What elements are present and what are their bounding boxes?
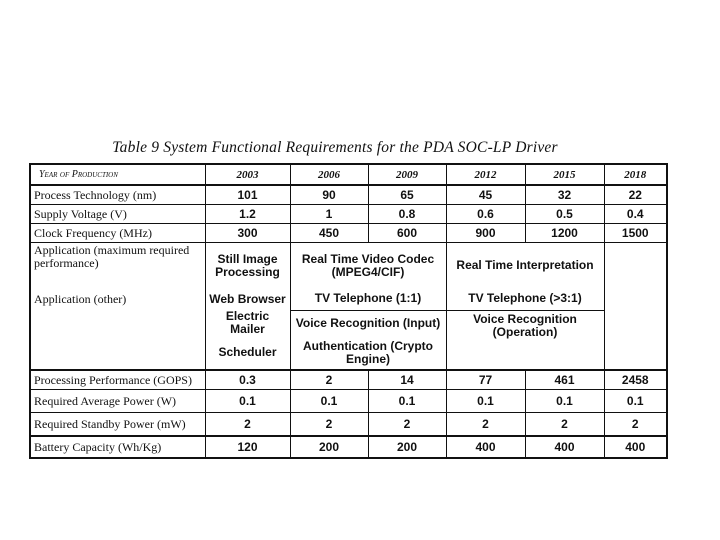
cell-value: 0.1: [290, 390, 368, 413]
year-2018: 2018: [604, 164, 667, 185]
cell-value: 400: [604, 436, 667, 458]
year-2015: 2015: [525, 164, 604, 185]
cell-value: 0.4: [604, 205, 667, 224]
cell-value: 0.6: [446, 205, 525, 224]
row-label-empty: [30, 336, 205, 370]
row-processing-performance: [30, 370, 667, 390]
cell-electric-mailer: Electric Mailer: [205, 310, 290, 336]
cell-value: 0.5: [525, 205, 604, 224]
row-label-empty: [30, 310, 205, 336]
row-process-technology: [30, 185, 667, 205]
cell-authentication: Authentication (Crypto Engine): [290, 336, 446, 370]
row-supply-voltage: [30, 205, 667, 224]
cell-value: 450: [290, 224, 368, 243]
cell-value: 45: [446, 185, 525, 205]
cell-value: 2: [604, 413, 667, 437]
row-application-max: [30, 243, 667, 289]
cell-value: 1: [290, 205, 368, 224]
row-label: Application (other): [30, 288, 205, 310]
cell-value: 2: [290, 370, 368, 390]
cell-value: 1.2: [205, 205, 290, 224]
cell-value: 200: [290, 436, 368, 458]
cell-value: 0.8: [368, 205, 446, 224]
cell-empty-2018: [604, 243, 667, 371]
cell-tv-telephone-3: TV Telephone (>3:1): [446, 288, 604, 310]
cell-voice-input: Voice Recognition (Input): [290, 310, 446, 336]
row-application-other-2: [30, 310, 667, 336]
requirements-table: [29, 163, 668, 459]
cell-value: 600: [368, 224, 446, 243]
row-battery-capacity: [30, 436, 667, 458]
year-2012: 2012: [446, 164, 525, 185]
cell-value: 14: [368, 370, 446, 390]
cell-value: 101: [205, 185, 290, 205]
cell-value: 2: [525, 413, 604, 437]
row-label: Required Average Power (W): [30, 390, 205, 413]
cell-value: 0.1: [205, 390, 290, 413]
cell-value: 300: [205, 224, 290, 243]
header-row: [30, 164, 667, 185]
table-caption: Table 9 System Functional Requirements for the PDA SOC-LP Driver: [112, 139, 558, 156]
row-label: Required Standby Power (mW): [30, 413, 205, 437]
cell-value: 22: [604, 185, 667, 205]
year-2006: 2006: [290, 164, 368, 185]
row-standby-power: [30, 413, 667, 437]
cell-value: 90: [290, 185, 368, 205]
cell-value: 0.1: [604, 390, 667, 413]
cell-scheduler: Scheduler: [205, 336, 290, 370]
cell-value: 461: [525, 370, 604, 390]
cell-value: 0.1: [525, 390, 604, 413]
cell-tv-telephone-1: TV Telephone (1:1): [290, 288, 446, 310]
cell-value: 0.3: [205, 370, 290, 390]
row-label: Application (maximum required performance): [30, 243, 205, 289]
row-label: Supply Voltage (V): [30, 205, 205, 224]
cell-value: 1200: [525, 224, 604, 243]
cell-value: 2: [290, 413, 368, 437]
row-application-other-1: [30, 288, 667, 310]
cell-value: 200: [368, 436, 446, 458]
cell-still-image: Still Image Processing: [205, 243, 290, 289]
cell-value: 900: [446, 224, 525, 243]
year-2003: 2003: [205, 164, 290, 185]
cell-value: 32: [525, 185, 604, 205]
cell-value: 0.1: [446, 390, 525, 413]
row-label: Processing Performance (GOPS): [30, 370, 205, 390]
row-label: Clock Frequency (MHz): [30, 224, 205, 243]
cell-interpretation: Real Time Interpretation: [446, 243, 604, 289]
cell-value: 0.1: [368, 390, 446, 413]
cell-video-codec: Real Time Video Codec (MPEG4/CIF): [290, 243, 446, 289]
cell-value: 65: [368, 185, 446, 205]
row-label: Battery Capacity (Wh/Kg): [30, 436, 205, 458]
cell-value: 77: [446, 370, 525, 390]
cell-value: 400: [446, 436, 525, 458]
cell-value: 2: [368, 413, 446, 437]
cell-value: 2458: [604, 370, 667, 390]
row-label: Process Technology (nm): [30, 185, 205, 205]
year-2009: 2009: [368, 164, 446, 185]
cell-value: 400: [525, 436, 604, 458]
cell-web-browser: Web Browser: [205, 288, 290, 310]
row-clock-frequency: [30, 224, 667, 243]
cell-value: 2: [205, 413, 290, 437]
cell-voice-operation: Voice Recognition (Operation): [446, 310, 604, 370]
cell-value: 120: [205, 436, 290, 458]
row-average-power: [30, 390, 667, 413]
cell-value: 2: [446, 413, 525, 437]
cell-value: 1500: [604, 224, 667, 243]
year-header-label: Year of Production: [30, 164, 205, 185]
